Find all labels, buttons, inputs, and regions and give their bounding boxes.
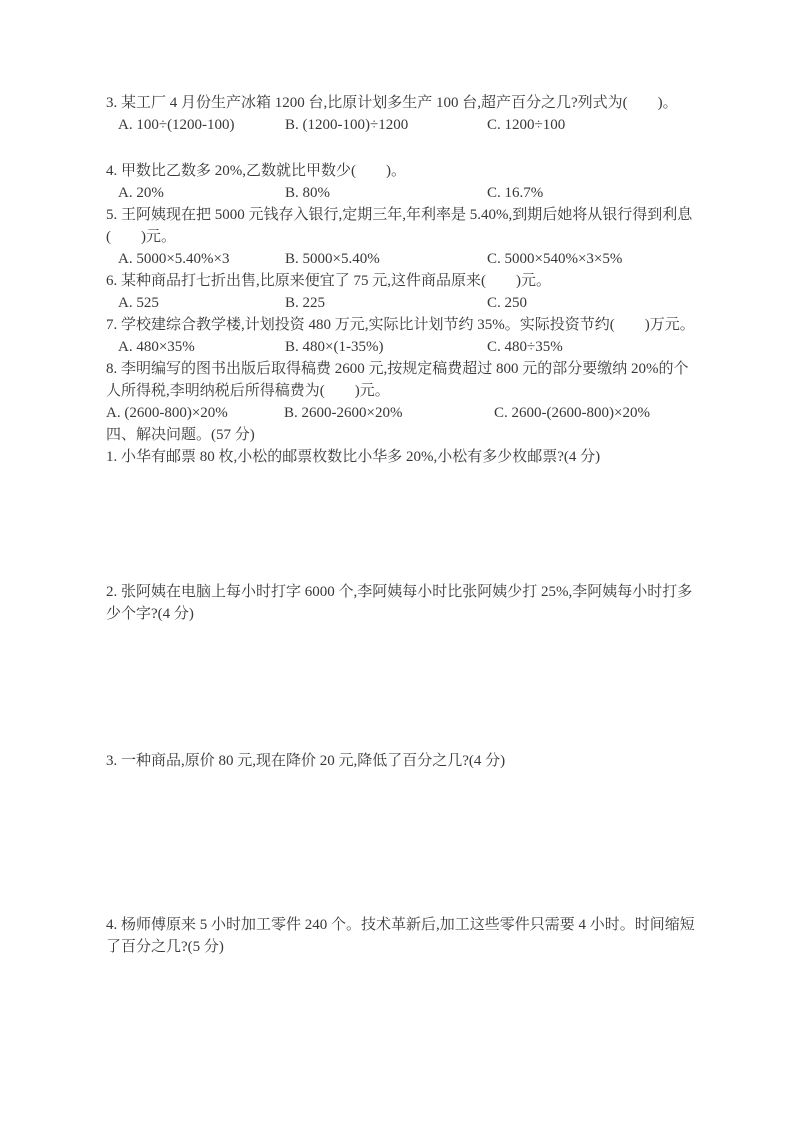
option-c: C. 1200÷100	[487, 117, 566, 133]
options-row	[106, 182, 696, 204]
option-c: C. 480÷35%	[487, 339, 563, 355]
option-a: A. 5000×5.40%×3	[118, 251, 230, 267]
question-text: 6. 某种商品打七折出售,比原来便宜了 75 元,这件商品原来( )元。	[106, 273, 551, 289]
option-c: C. 5000×540%×3×5%	[487, 251, 623, 267]
word-problem-2: 2. 张阿姨在电脑上每小时打字 6000 个,李阿姨每小时比张阿姨少打 25%,李阿姨每小时打多少个字?(4 分)	[106, 584, 693, 622]
word-problem-4: 4. 杨师傅原来 5 小时加工零件 240 个。技术革新后,加工这些零件只需要 4 小时。时间缩短了百分之几?(5 分)	[106, 917, 695, 955]
options-row	[106, 114, 696, 136]
options-row	[106, 336, 696, 358]
choice-question-7	[106, 314, 696, 358]
option-c: C. 250	[487, 295, 528, 311]
choice-question-5	[106, 204, 696, 270]
section-heading: 四、解决问题。(57 分)	[106, 427, 255, 443]
option-b: B. 5000×5.40%	[285, 251, 380, 267]
option-a: A. 525	[118, 295, 159, 311]
choice-question-4	[106, 160, 696, 204]
option-b: B. 80%	[285, 185, 330, 201]
option-a: A. 20%	[118, 185, 164, 201]
option-b: B. 2600-2600×20%	[284, 405, 403, 421]
option-b: B. 225	[285, 295, 326, 311]
worksheet-content	[106, 92, 696, 958]
word-problem-3: 3. 一种商品,原价 80 元,现在降价 20 元,降低了百分之几?(4 分)	[106, 753, 506, 769]
choice-question-8	[106, 358, 696, 424]
option-a: A. (2600-800)×20%	[106, 405, 228, 421]
word-problem-1: 1. 小华有邮票 80 枚,小松的邮票枚数比小华多 20%,小松有多少枚邮票?(4 分)	[106, 449, 601, 465]
question-text: 3. 某工厂 4 月份生产冰箱 1200 台,比原计划多生产 100 台,超产百分之几?列式为( )。	[106, 95, 678, 111]
options-row	[106, 402, 696, 424]
option-a: A. 100÷(1200-100)	[118, 117, 235, 133]
option-c: C. 2600-(2600-800)×20%	[494, 405, 650, 421]
question-text: 5. 王阿姨现在把 5000 元钱存入银行,定期三年,年利率是 5.40%,到期后她将从银行得到利息( )元。	[106, 207, 693, 245]
question-text: 7. 学校建综合教学楼,计划投资 480 万元,实际比计划节约 35%。实际投资节约( )万元。	[106, 317, 695, 333]
question-text: 8. 李明编写的图书出版后取得稿费 2600 元,按规定稿费超过 800 元的部分要缴纳 20%的个人所得税,李明纳税后所得稿费为( )元。	[106, 361, 689, 399]
choice-question-3	[106, 92, 696, 136]
option-c: C. 16.7%	[487, 185, 544, 201]
options-row	[106, 292, 696, 314]
option-b: B. (1200-100)÷1200	[285, 117, 409, 133]
question-text: 4. 甲数比乙数多 20%,乙数就比甲数少( )。	[106, 163, 406, 179]
options-row	[106, 248, 696, 270]
option-b: B. 480×(1-35%)	[285, 339, 384, 355]
choice-question-6	[106, 270, 696, 314]
option-a: A. 480×35%	[118, 339, 195, 355]
